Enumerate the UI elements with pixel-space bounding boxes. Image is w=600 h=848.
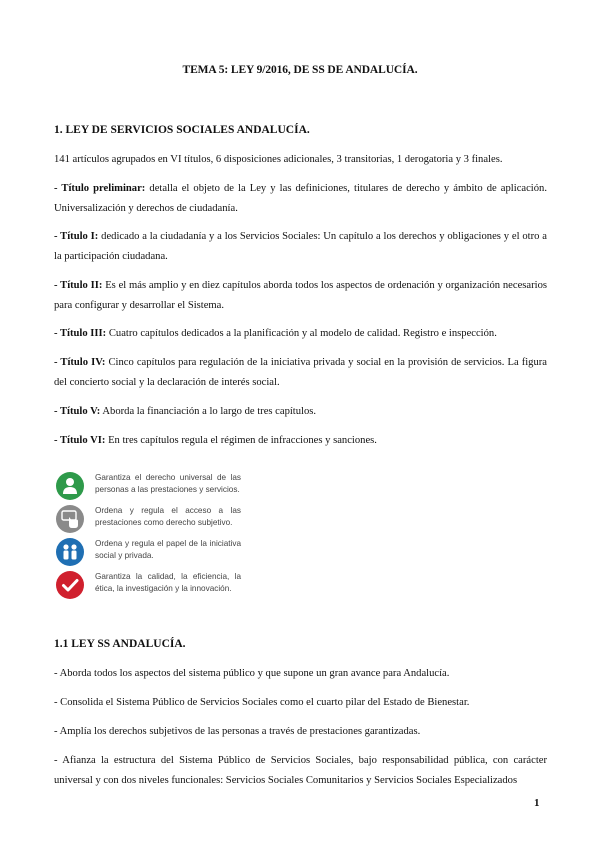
title-text: Cuatro capítulos dedicados a la planificación y al modelo de calidad. Registro e inspección. [106, 328, 497, 339]
infographic-text: Garantiza la calidad, la eficiencia, la ética, la investigación y la innovación. [95, 572, 241, 593]
bullet-paragraph: - Consolida el Sistema Público de Servicios Sociales como el cuarto pilar del Estado de Bienestar. [54, 697, 470, 708]
infographic-item [56, 536, 240, 568]
title-label: - Título IV: [54, 357, 106, 368]
title-text: detalla el objeto de la Ley y las definiciones, titulares de derecho y ámbito de aplicación. Universalización y derechos de ciudadanía. [54, 183, 547, 214]
infographic-item [56, 569, 240, 601]
title-label: - Título I: [54, 231, 99, 242]
person-icon [56, 472, 84, 500]
infographic-text: Ordena y regula el papel de la iniciativa social y privada. [95, 539, 241, 560]
title-6-paragraph [54, 431, 547, 451]
title-label: - Título preliminar: [54, 183, 146, 194]
check-icon [56, 571, 84, 599]
title-label: - Título III: [54, 328, 107, 339]
title-5-paragraph [54, 402, 547, 422]
infographic-item [56, 470, 240, 502]
intro-paragraph: 141 artículos agrupados en VI títulos, 6 disposiciones adicionales, 3 transitorias, 1 derogatoria y 3 finales. [54, 154, 503, 165]
title-text: Es el más amplio y en diez capítulos aborda todos los aspectos de ordenación y organización necesarios para configurar y desarrollar el Sistema. [54, 280, 547, 311]
infographic-text: Garantiza el derecho universal de las personas a las prestaciones y servicios. [95, 473, 241, 494]
title-4-paragraph [54, 353, 547, 392]
hand-touch-icon [56, 505, 84, 533]
bullet-paragraph: - Amplía los derechos subjetivos de las personas a través de prestaciones garantizadas. [54, 726, 421, 737]
bullet-paragraph: - Afianza la estructura del Sistema Público de Servicios Sociales, bajo responsabilidad pública, con carácter universal y con dos niveles funcionales: Servicios Sociales Comunitarios y Servicios Sociales Especializados [54, 755, 547, 786]
law-objectives-infographic [56, 470, 240, 602]
document-title: TEMA 5: LEY 9/2016, DE SS DE ANDALUCÍA. [182, 64, 418, 76]
page-number: 1 [534, 797, 540, 809]
title-text: dedicado a la ciudadanía y a los Servicios Sociales: Un capítulo a los derechos y obligaciones y el otro a la participación ciudadana. [54, 231, 547, 262]
infographic-item [56, 503, 240, 535]
family-icon [56, 538, 84, 566]
infographic-text: Ordena y regula el acceso a las prestaciones como derecho subjetivo. [95, 506, 241, 527]
title-1-paragraph [54, 227, 547, 266]
title-text: Aborda la financiación a lo largo de tres capítulos. [100, 406, 317, 417]
title-text: En tres capítulos regula el régimen de infracciones y sanciones. [105, 435, 377, 446]
title-preliminar-paragraph [54, 179, 547, 218]
bullet-paragraph: - Aborda todos los aspectos del sistema público y que supone un gran avance para Andalucía. [54, 668, 450, 679]
title-2-paragraph [54, 276, 547, 315]
title-3-paragraph [54, 324, 547, 344]
title-label: - Título VI: [54, 435, 106, 446]
section-heading-1: 1. LEY DE SERVICIOS SOCIALES ANDALUCÍA. [54, 124, 310, 136]
title-label: - Título V: [54, 406, 101, 417]
title-label: - Título II: [54, 280, 103, 291]
title-text: Cinco capítulos para regulación de la iniciativa privada y social en la provisión de servicios. La figura del concierto social y la declaración de interés social. [54, 357, 547, 388]
section-heading-1-1: 1.1 LEY SS ANDALUCÍA. [54, 638, 186, 650]
